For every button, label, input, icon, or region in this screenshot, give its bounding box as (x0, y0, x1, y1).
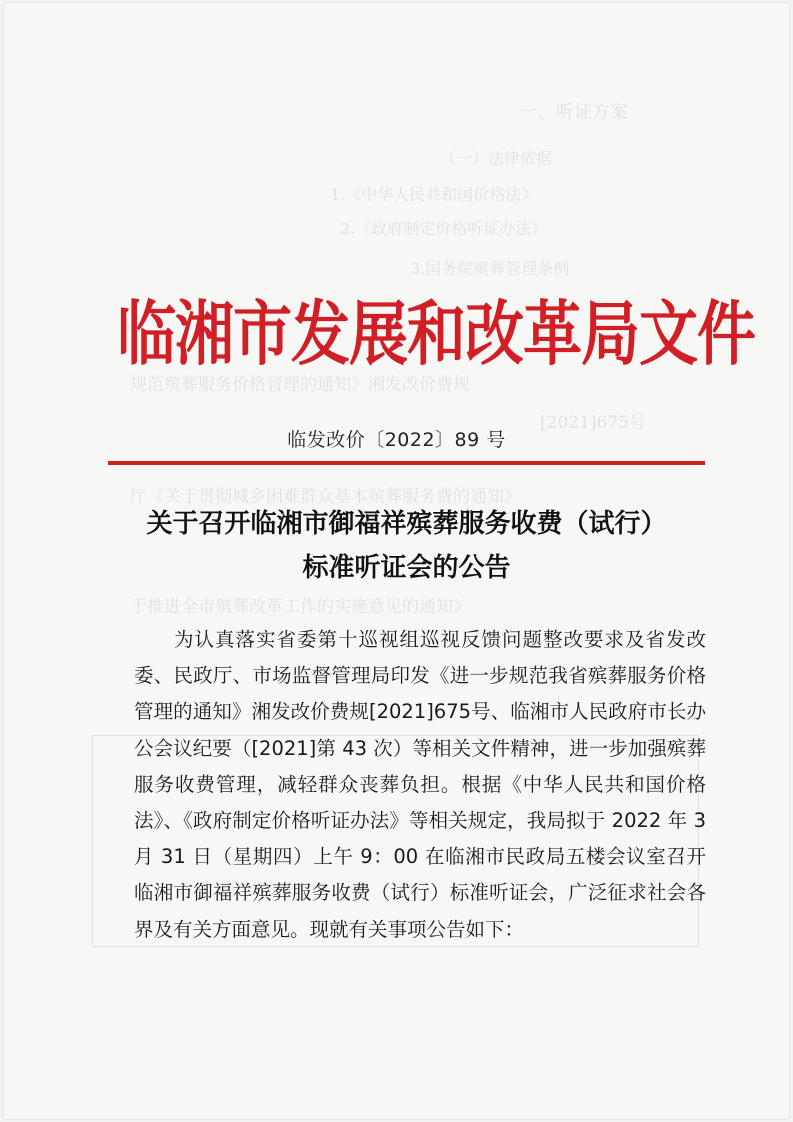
body-paragraph: 为认真落实省委第十巡视组巡视反馈问题整改要求及省发改委、民政厅、市场监督管理局印发《进一步规范我省殡葬服务价格管理的通知》湘发改价费规[2021]675号、临湘市人民政府市长办公会议纪要（[2021]第 43 次）等相关文件精神，进一步加强殡葬服务收费管理，减轻群众丧葬负担。根据《中华人民共和国价格法》、《政府制定价格听证办法》等相关规定，我局拟于 2022 年 3 月 31 日（星期四）上午 9：00 在临湘市民政局五楼会议室召开临湘市御福祥殡葬服务收费（试行）标准听证会，广泛征求社会各界及有关方面意见。现就有关事项公告如下： (134, 628, 706, 941)
document-number: 临发改价〔2022〕89 号 (287, 429, 506, 451)
notice-title (108, 502, 705, 590)
issuer-header: 临湘市发展和改革局文件 (117, 293, 756, 375)
red-divider-line (108, 461, 705, 465)
notice-title-line-1: 关于召开临湘市御福祥殡葬服务收费（试行） (146, 509, 667, 539)
body-text (134, 622, 706, 948)
notice-title-line-2: 标准听证会的公告 (302, 553, 511, 583)
